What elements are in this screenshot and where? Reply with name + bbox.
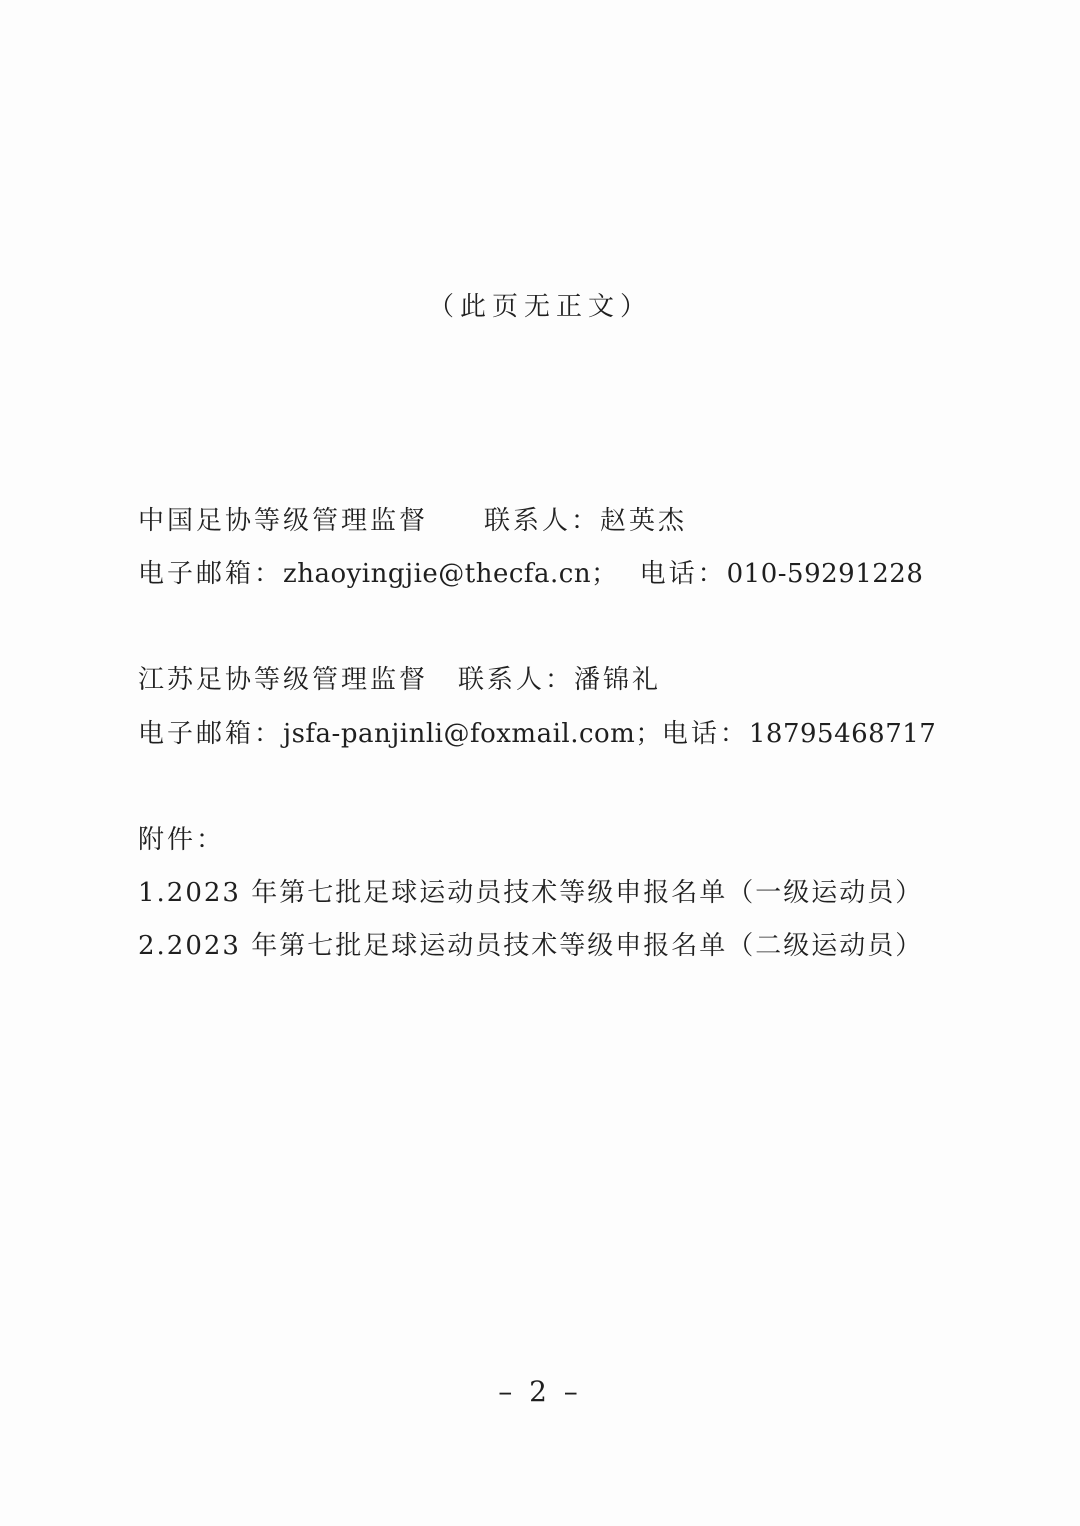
page-number: – 2 – — [498, 1375, 582, 1408]
attachment-item-1: 1.2023 年第七批足球运动员技术等级申报名单（一级运动员） — [138, 878, 924, 908]
cfa-org: 中国足协等级管理监督 — [138, 506, 429, 536]
jsfa-phone-label: 电话： — [661, 719, 749, 749]
no-content-note: （此页无正文） — [427, 292, 652, 322]
jsfa-contact-name: 潘锦礼 — [574, 665, 662, 695]
cfa-email-label: 电子邮箱： — [138, 559, 284, 589]
cfa-contact-label: 联系人： — [484, 506, 601, 536]
jsfa-contact-line — [138, 663, 661, 697]
cfa-phone-label: 电话： — [639, 559, 727, 589]
attachment-item-2: 2.2023 年第七批足球运动员技术等级申报名单（二级运动员） — [138, 931, 924, 961]
cfa-email: zhaoyingjie@thecfa.cn； — [283, 559, 618, 589]
jsfa-email-label: 电子邮箱： — [138, 719, 284, 749]
cfa-contact-line — [138, 504, 687, 538]
jsfa-phone: 18795468717 — [748, 719, 937, 749]
jsfa-email: jsfa-panjinli@foxmail.com； — [283, 719, 662, 749]
attachments-heading: 附件： — [138, 825, 226, 855]
jsfa-email-line — [138, 717, 936, 751]
cfa-email-line — [138, 557, 923, 591]
jsfa-org: 江苏足协等级管理监督 — [138, 665, 429, 695]
jsfa-contact-label: 联系人： — [458, 665, 575, 695]
cfa-phone: 010-59291228 — [726, 559, 924, 589]
cfa-contact-name: 赵英杰 — [600, 506, 688, 536]
